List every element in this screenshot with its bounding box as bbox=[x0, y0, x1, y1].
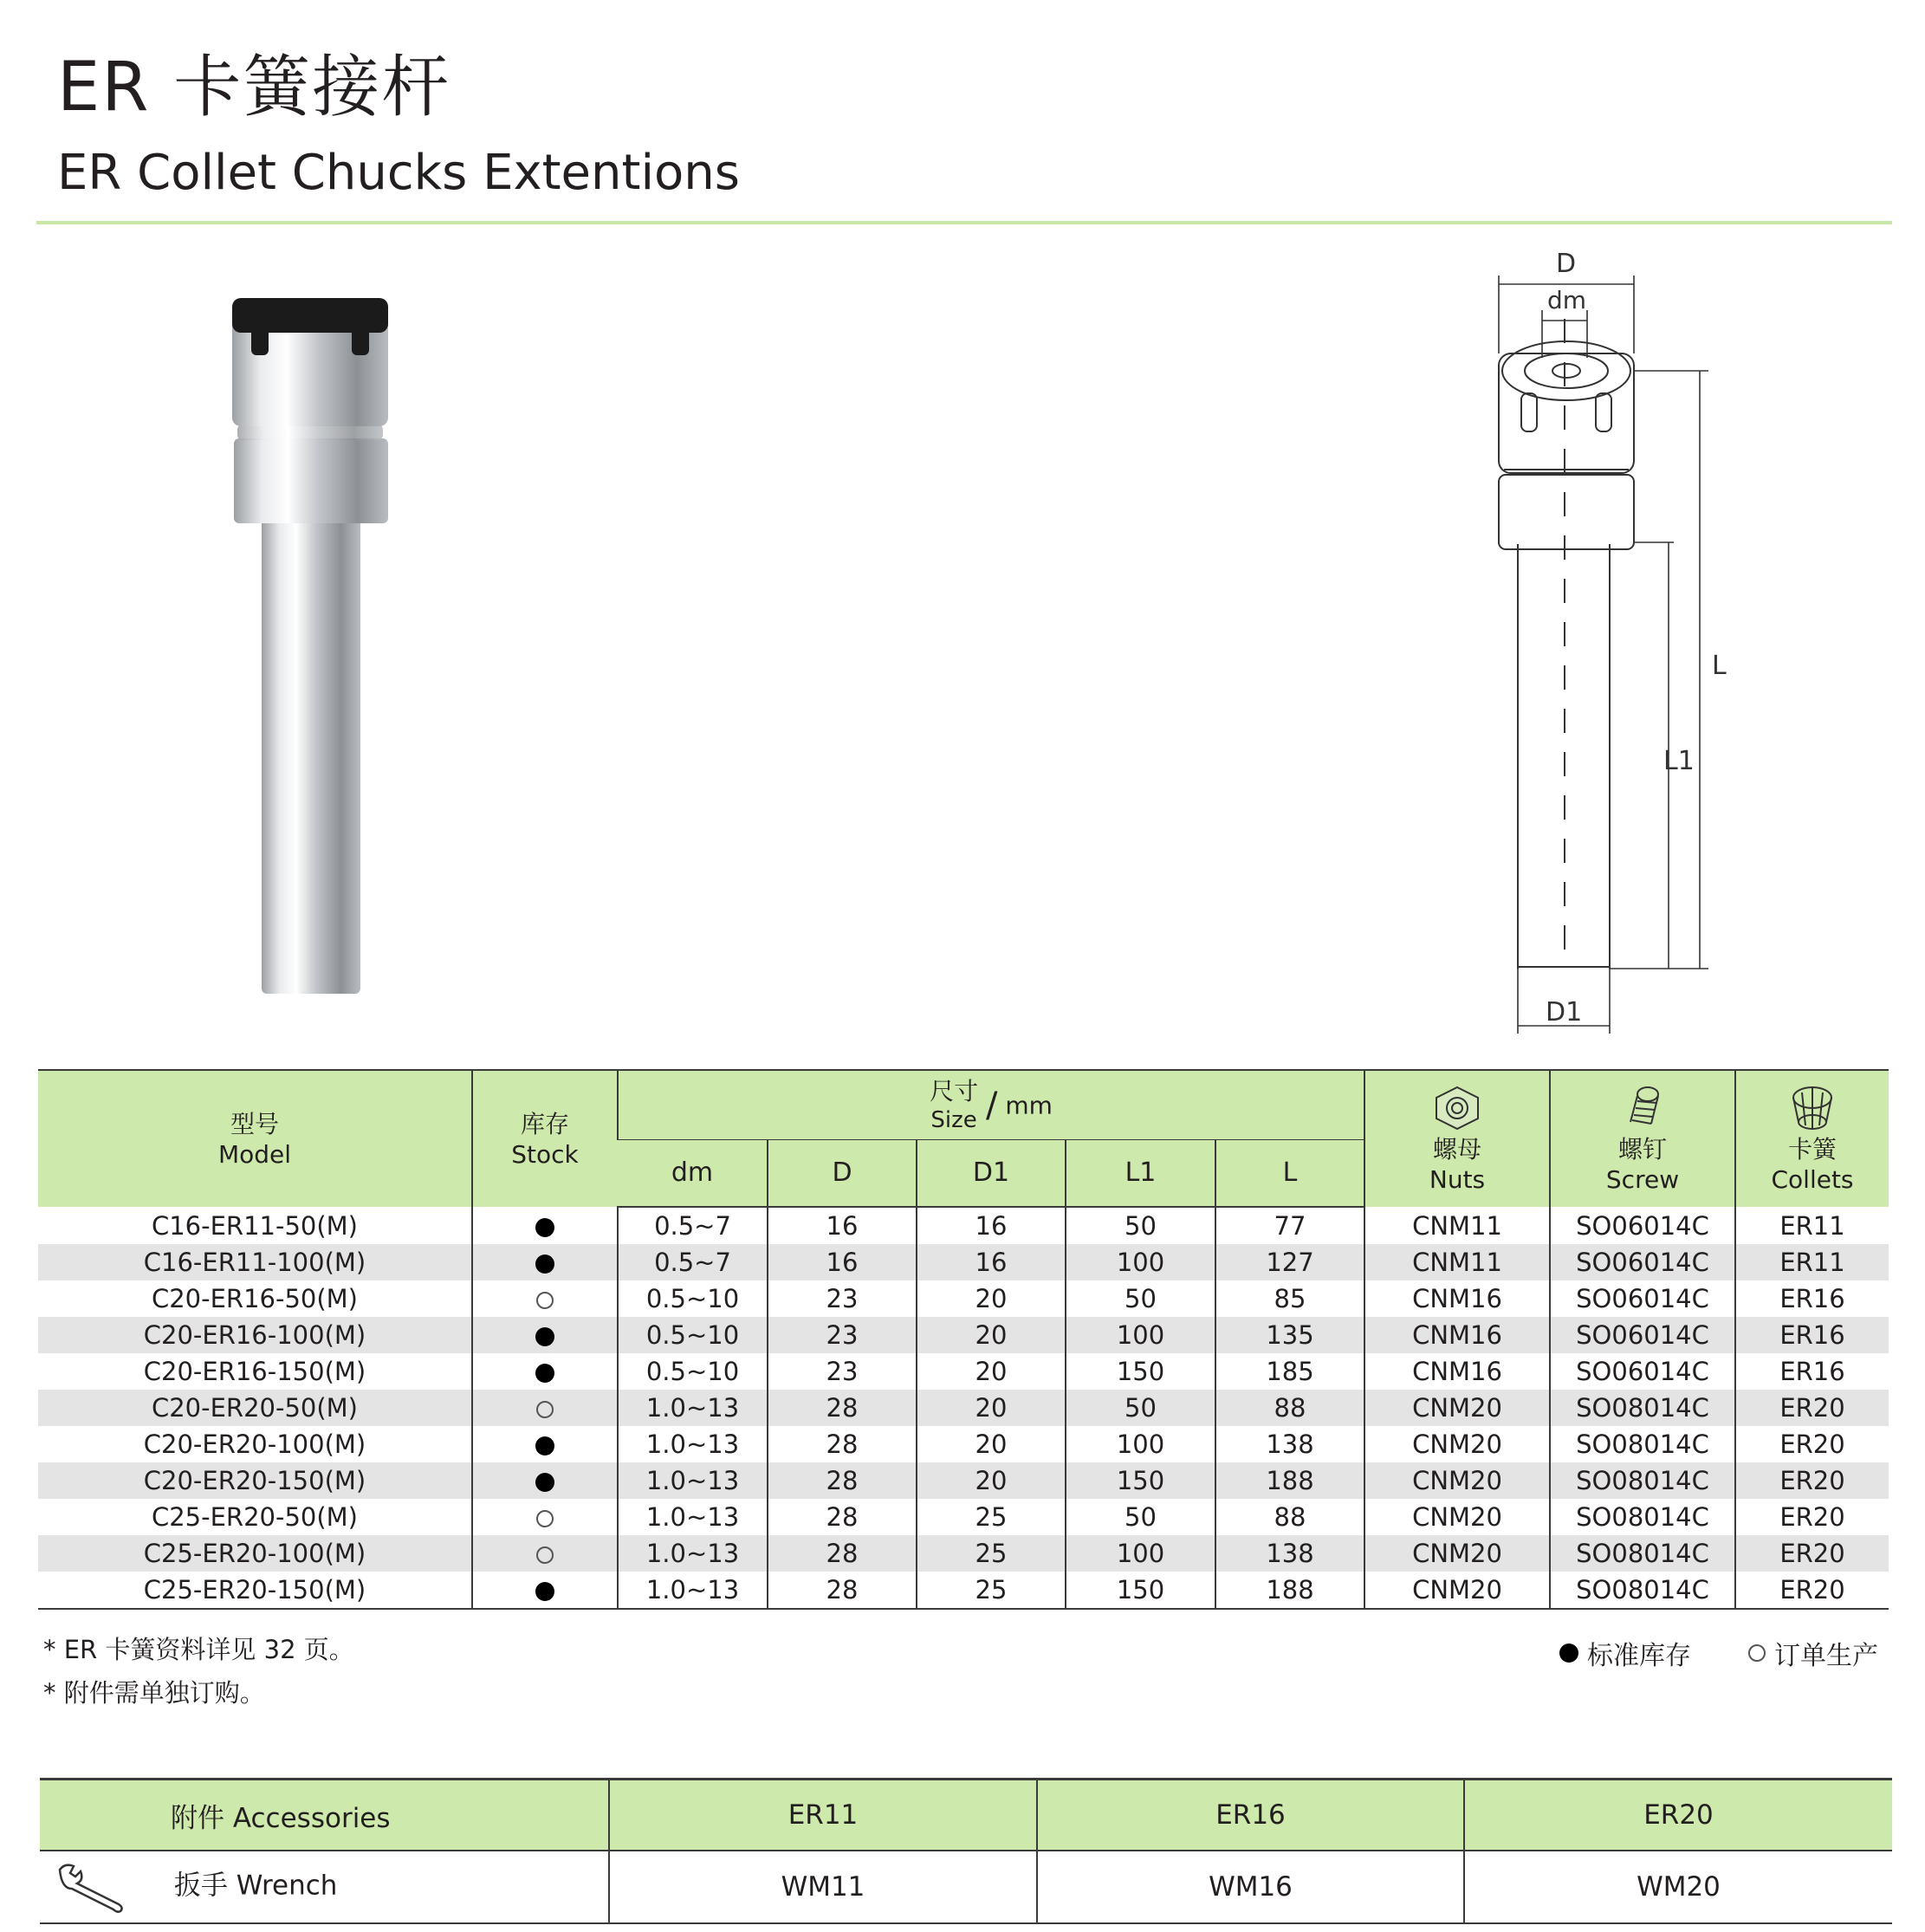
cell-D1: 20 bbox=[917, 1353, 1066, 1390]
cell-L1: 100 bbox=[1066, 1535, 1215, 1572]
cell-screw: SO08014C bbox=[1550, 1462, 1735, 1499]
cell-dm: 0.5~7 bbox=[618, 1207, 768, 1244]
page-title-cn: ER 卡簧接杆 bbox=[57, 49, 451, 126]
table-row bbox=[38, 1390, 1889, 1426]
cell-nuts: CNM16 bbox=[1364, 1280, 1550, 1317]
cell-dm: 1.0~13 bbox=[618, 1390, 768, 1426]
header-nuts: 螺母 Nuts bbox=[1364, 1070, 1550, 1207]
hollow-dot-icon bbox=[536, 1292, 554, 1309]
cell-L: 135 bbox=[1215, 1317, 1364, 1353]
cell-screw: SO08014C bbox=[1550, 1572, 1735, 1609]
cell-dm: 0.5~10 bbox=[618, 1353, 768, 1390]
cell-model: C20-ER16-100(M) bbox=[38, 1317, 472, 1353]
wrench-icon bbox=[53, 1861, 127, 1913]
drawing-label-D1: D1 bbox=[1546, 997, 1583, 1028]
cell-D1: 20 bbox=[917, 1462, 1066, 1499]
drawing-label-dm: dm bbox=[1547, 286, 1587, 314]
cell-screw: SO06014C bbox=[1550, 1280, 1735, 1317]
cell-D: 28 bbox=[768, 1535, 917, 1572]
filled-dot-icon bbox=[535, 1436, 554, 1455]
title-divider bbox=[36, 221, 1892, 224]
cell-model: C25-ER20-150(M) bbox=[38, 1572, 472, 1609]
cell-nuts: CNM20 bbox=[1364, 1535, 1550, 1572]
cell-D: 23 bbox=[768, 1317, 917, 1353]
cell-dm: 1.0~13 bbox=[618, 1426, 768, 1462]
cell-D1: 20 bbox=[917, 1317, 1066, 1353]
cell-collets: ER20 bbox=[1735, 1572, 1889, 1609]
acc-row-wrench bbox=[40, 1851, 1892, 1923]
cell-L1: 50 bbox=[1066, 1499, 1215, 1535]
hollow-dot-icon bbox=[536, 1546, 554, 1564]
acc-header-er16: ER16 bbox=[1037, 1780, 1464, 1851]
acc-header-label: 附件 Accessories bbox=[40, 1780, 609, 1851]
table-row bbox=[38, 1353, 1889, 1390]
cell-stock bbox=[472, 1244, 618, 1280]
cell-L1: 150 bbox=[1066, 1462, 1215, 1499]
cell-collets: ER16 bbox=[1735, 1353, 1889, 1390]
technical-drawing bbox=[1473, 250, 1785, 1047]
cell-stock bbox=[472, 1353, 618, 1390]
cell-stock bbox=[472, 1462, 618, 1499]
hollow-dot-icon bbox=[1748, 1644, 1766, 1662]
cell-stock bbox=[472, 1280, 618, 1317]
note-collet-reference: * ER 卡簧资料详见 32 页。 bbox=[43, 1635, 354, 1664]
cell-D1: 16 bbox=[917, 1207, 1066, 1244]
filled-dot-icon bbox=[535, 1255, 554, 1274]
page-title-en: ER Collet Chucks Extentions bbox=[57, 145, 740, 201]
cell-dm: 1.0~13 bbox=[618, 1462, 768, 1499]
table-row bbox=[38, 1462, 1889, 1499]
filled-dot-icon bbox=[1559, 1643, 1578, 1663]
cell-nuts: CNM20 bbox=[1364, 1390, 1550, 1426]
legend-standard-stock: 标准库存 bbox=[1559, 1634, 1691, 1672]
cell-nuts: CNM20 bbox=[1364, 1499, 1550, 1535]
cell-dm: 0.5~7 bbox=[618, 1244, 768, 1280]
table-row bbox=[38, 1244, 1889, 1280]
cell-D1: 20 bbox=[917, 1390, 1066, 1426]
cell-collets: ER11 bbox=[1735, 1207, 1889, 1244]
cell-D1: 25 bbox=[917, 1499, 1066, 1535]
cell-collets: ER16 bbox=[1735, 1317, 1889, 1353]
cell-stock bbox=[472, 1317, 618, 1353]
cell-screw: SO06014C bbox=[1550, 1207, 1735, 1244]
cell-dm: 0.5~10 bbox=[618, 1280, 768, 1317]
cell-dm: 1.0~13 bbox=[618, 1572, 768, 1609]
filled-dot-icon bbox=[535, 1473, 554, 1492]
cell-L: 188 bbox=[1215, 1462, 1364, 1499]
header-screw: 螺钉 Screw bbox=[1550, 1070, 1735, 1207]
cell-stock bbox=[472, 1499, 618, 1535]
cell-model: C16-ER11-50(M) bbox=[151, 1210, 358, 1241]
cell-collets: ER20 bbox=[1735, 1535, 1889, 1572]
cell-L1: 100 bbox=[1066, 1244, 1215, 1280]
cell-D1: 20 bbox=[917, 1426, 1066, 1462]
cell-screw: SO08014C bbox=[1550, 1426, 1735, 1462]
cell-model: C20-ER20-100(M) bbox=[143, 1430, 366, 1459]
cell-model: C25-ER20-50(M) bbox=[151, 1502, 358, 1532]
filled-dot-icon bbox=[535, 1218, 554, 1237]
header-collets: 卡簧 Collets bbox=[1735, 1070, 1889, 1207]
cell-collets: ER20 bbox=[1735, 1426, 1889, 1462]
table-row bbox=[38, 1317, 1889, 1353]
table-row bbox=[38, 1535, 1889, 1572]
cell-L: 127 bbox=[1215, 1244, 1364, 1280]
spec-table-body bbox=[38, 1207, 1889, 1609]
drawing-label-L1: L1 bbox=[1663, 746, 1695, 776]
cell-collets: ER11 bbox=[1735, 1244, 1889, 1280]
accessories-table bbox=[40, 1778, 1892, 1924]
header-model: 型号 Model bbox=[38, 1070, 472, 1207]
cell-nuts: CNM16 bbox=[1364, 1317, 1550, 1353]
cell-model: C20-ER16-150(M) bbox=[143, 1357, 366, 1386]
header-L: L bbox=[1215, 1139, 1364, 1207]
cell-stock bbox=[472, 1426, 618, 1462]
acc-value-er16: WM16 bbox=[1037, 1851, 1464, 1923]
cell-L: 185 bbox=[1215, 1353, 1364, 1390]
cell-screw: SO08014C bbox=[1550, 1499, 1735, 1535]
cell-L1: 150 bbox=[1066, 1572, 1215, 1609]
cell-screw: SO08014C bbox=[1550, 1390, 1735, 1426]
cell-D: 28 bbox=[768, 1462, 917, 1499]
acc-value-er20: WM20 bbox=[1464, 1851, 1892, 1923]
screw-icon bbox=[1617, 1084, 1669, 1132]
cell-dm: 1.0~13 bbox=[618, 1499, 768, 1535]
cell-model: C20-ER16-50(M) bbox=[151, 1284, 358, 1313]
cell-model: C16-ER11-100(M) bbox=[38, 1244, 472, 1280]
cell-L1: 100 bbox=[1066, 1426, 1215, 1462]
product-photo bbox=[217, 286, 390, 1005]
cell-L: 77 bbox=[1215, 1207, 1364, 1244]
cell-nuts: CNM20 bbox=[1364, 1572, 1550, 1609]
cell-D: 23 bbox=[768, 1353, 917, 1390]
cell-nuts: CNM11 bbox=[1364, 1207, 1550, 1244]
cell-collets: ER20 bbox=[1735, 1499, 1889, 1535]
spec-table bbox=[38, 1069, 1889, 1610]
table-row bbox=[38, 1499, 1889, 1535]
collet-icon bbox=[1785, 1084, 1840, 1132]
cell-L1: 150 bbox=[1066, 1353, 1215, 1390]
cell-nuts: CNM16 bbox=[1364, 1353, 1550, 1390]
table-row bbox=[38, 1207, 1889, 1244]
cell-dm: 1.0~13 bbox=[618, 1535, 768, 1572]
hollow-dot-icon bbox=[536, 1510, 554, 1527]
cell-screw: SO08014C bbox=[1550, 1535, 1735, 1572]
cell-D: 16 bbox=[768, 1207, 917, 1244]
header-size: 尺寸 Size / mm bbox=[618, 1070, 1364, 1139]
cell-L: 138 bbox=[1215, 1535, 1364, 1572]
cell-L: 138 bbox=[1215, 1426, 1364, 1462]
cell-stock bbox=[472, 1390, 618, 1426]
nut-icon bbox=[1431, 1084, 1483, 1132]
acc-header-er20: ER20 bbox=[1464, 1780, 1892, 1851]
cell-model: C20-ER20-50(M) bbox=[38, 1390, 472, 1426]
cell-L1: 50 bbox=[1066, 1390, 1215, 1426]
table-row bbox=[38, 1280, 1889, 1317]
cell-screw: SO06014C bbox=[1550, 1244, 1735, 1280]
header-D: D bbox=[768, 1139, 917, 1207]
cell-D: 28 bbox=[768, 1572, 917, 1609]
header-D1: D1 bbox=[917, 1139, 1066, 1207]
table-row bbox=[38, 1572, 1889, 1609]
acc-label-wrench: 扳手 Wrench bbox=[173, 1870, 338, 1902]
header-L1: L1 bbox=[1066, 1139, 1215, 1207]
cell-D: 28 bbox=[768, 1499, 917, 1535]
cell-screw: SO06014C bbox=[1550, 1317, 1735, 1353]
acc-value-er11: WM11 bbox=[609, 1851, 1037, 1923]
cell-stock bbox=[472, 1207, 618, 1244]
drawing-label-L: L bbox=[1712, 651, 1727, 681]
cell-nuts: CNM20 bbox=[1364, 1426, 1550, 1462]
cell-D1: 25 bbox=[917, 1572, 1066, 1609]
cell-L: 85 bbox=[1215, 1280, 1364, 1317]
cell-stock bbox=[472, 1572, 618, 1609]
header-stock: 库存 Stock bbox=[472, 1070, 618, 1207]
cell-D1: 16 bbox=[917, 1244, 1066, 1280]
filled-dot-icon bbox=[535, 1582, 554, 1601]
cell-L1: 100 bbox=[1066, 1317, 1215, 1353]
cell-nuts: CNM20 bbox=[1364, 1462, 1550, 1499]
cell-L1: 50 bbox=[1066, 1280, 1215, 1317]
cell-D1: 20 bbox=[917, 1280, 1066, 1317]
cell-L1: 50 bbox=[1066, 1207, 1215, 1244]
cell-L: 88 bbox=[1215, 1499, 1364, 1535]
header-dm: dm bbox=[618, 1139, 768, 1207]
legend-made-to-order: 订单生产 bbox=[1748, 1634, 1878, 1672]
cell-nuts: CNM11 bbox=[1364, 1244, 1550, 1280]
cell-model: C25-ER20-100(M) bbox=[38, 1535, 472, 1572]
note-accessories: * 附件需单独订购。 bbox=[43, 1678, 265, 1708]
filled-dot-icon bbox=[535, 1327, 554, 1346]
cell-collets: ER16 bbox=[1735, 1280, 1889, 1317]
cell-D: 23 bbox=[768, 1280, 917, 1317]
cell-dm: 0.5~10 bbox=[618, 1317, 768, 1353]
cell-D: 16 bbox=[768, 1244, 917, 1280]
filled-dot-icon bbox=[535, 1364, 554, 1383]
cell-L: 188 bbox=[1215, 1572, 1364, 1609]
cell-collets: ER20 bbox=[1735, 1462, 1889, 1499]
cell-D: 28 bbox=[768, 1390, 917, 1426]
cell-collets: ER20 bbox=[1735, 1390, 1889, 1426]
table-row bbox=[38, 1426, 1889, 1462]
cell-D1: 25 bbox=[917, 1535, 1066, 1572]
cell-D: 28 bbox=[768, 1426, 917, 1462]
drawing-label-D: D bbox=[1556, 250, 1577, 279]
acc-header-er11: ER11 bbox=[609, 1780, 1037, 1851]
cell-L: 88 bbox=[1215, 1390, 1364, 1426]
hollow-dot-icon bbox=[536, 1401, 554, 1418]
cell-screw: SO06014C bbox=[1550, 1353, 1735, 1390]
cell-model: C20-ER20-150(M) bbox=[38, 1462, 472, 1499]
cell-stock bbox=[472, 1535, 618, 1572]
